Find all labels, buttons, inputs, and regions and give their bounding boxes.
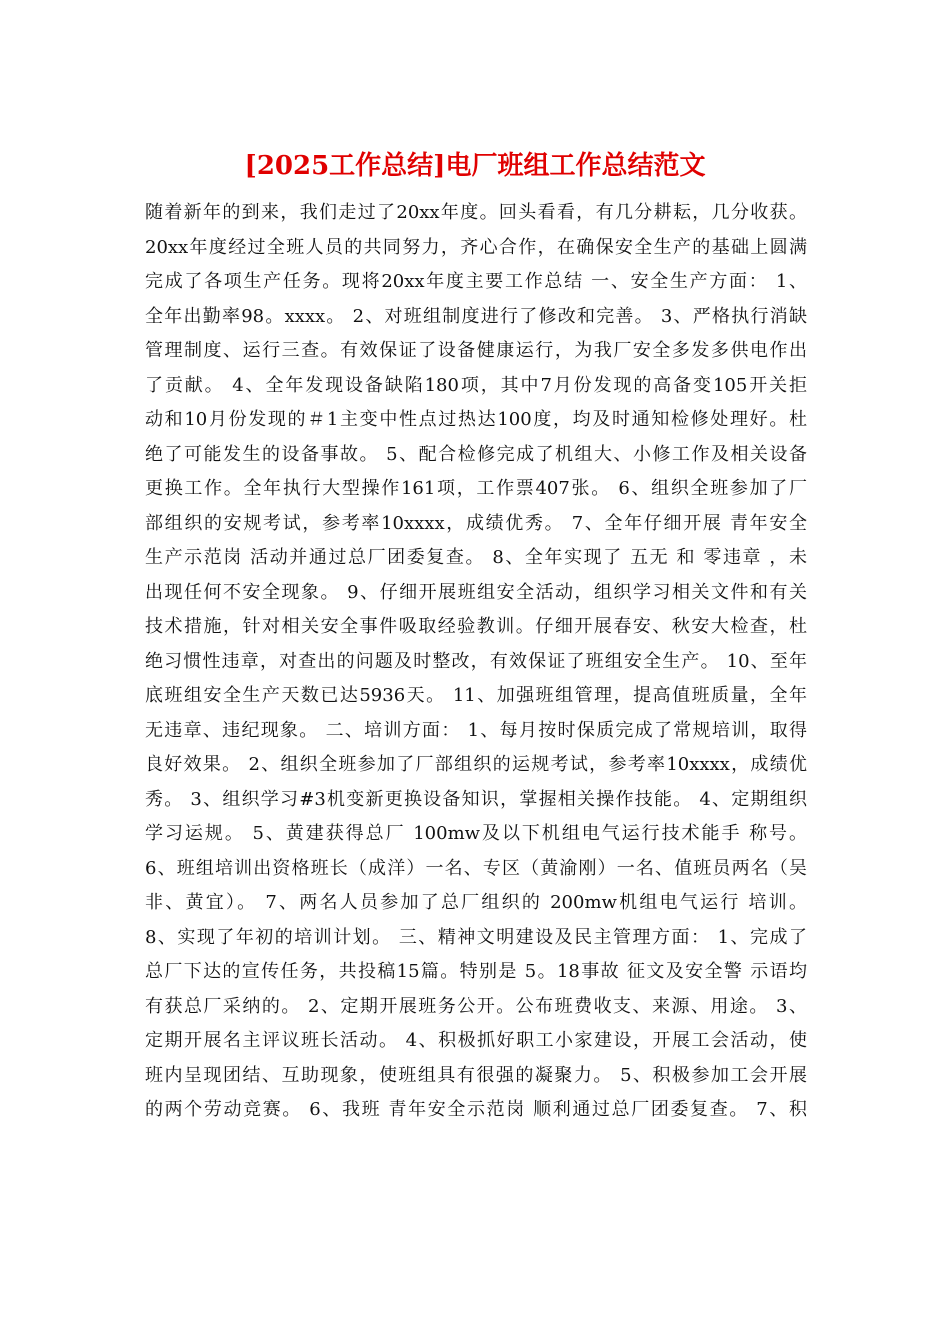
body-line: 非、黄宜）。 7、两名人员参加了总厂组织的 200mw机组电气运行 培训。: [145, 892, 807, 913]
body-line: 管理制度、运行三查。有效保证了设备健康运行，为我厂安全多发多供电作出: [145, 340, 807, 361]
document-body: [145, 196, 807, 1128]
document-title: [2025工作总结]电厂班组工作总结范文: [244, 151, 706, 181]
body-line: 随着新年的到来，我们走过了20xx年度。回头看看，有几分耕耘，几分收获。: [145, 202, 807, 223]
body-line: 班内呈现团结、互助现象，使班组具有很强的凝聚力。 5、积极参加工会开展: [145, 1064, 807, 1086]
body-line: 底班组安全生产天数已达5936天。 11、加强班组管理，提高值班质量，全年: [145, 685, 807, 706]
body-line: 部组织的安规考试，参考率10xxxx，成绩优秀。 7、全年仔细开展 青年安全: [145, 512, 807, 534]
body-line: 定期开展名主评议班长活动。 4、积极抓好职工小家建设，开展工会活动，使: [145, 1030, 807, 1051]
body-line: 全年出勤率98。xxxx。 2、对班组制度进行了修改和完善。 3、严格执行消缺: [145, 305, 807, 327]
body-line: 总厂下达的宣传任务，共投稿15篇。特别是 5。18事故 征文及安全警 示语均: [145, 961, 807, 982]
body-line: 技术措施，针对相关安全事件吸取经验教训。仔细开展春安、秋安大检查，杜: [145, 616, 807, 637]
body-line: 绝了可能发生的设备事故。 5、配合检修完成了机组大、小修工作及相关设备: [145, 443, 807, 465]
body-line: 绝习惯性违章，对查出的问题及时整改，有效保证了班组安全生产。 10、至年: [145, 650, 807, 672]
body-line: 出现任何不安全现象。 9、仔细开展班组安全活动，组织学习相关文件和有关: [145, 581, 807, 603]
body-line: 动和10月份发现的＃1主变中性点过热达100度，均及时通知检修处理好。杜: [145, 409, 807, 430]
body-line: 的两个劳动竞赛。 6、我班 青年安全示范岗 顺利通过总厂团委复查。 7、积: [145, 1099, 807, 1120]
body-line: 良好效果。 2、组织全班参加了厂部组织的运规考试，参考率10xxxx，成绩优: [145, 754, 807, 775]
body-line: 更换工作。全年执行大型操作161项，工作票407张。 6、组织全班参加了厂: [145, 478, 807, 499]
body-line: 20xx年度经过全班人员的共同努力，齐心合作，在确保安全生产的基础上圆满: [145, 236, 807, 258]
body-line: 无违章、违纪现象。 二、培训方面： 1、每月按时保质完成了常规培训，取得: [145, 719, 807, 741]
body-line: 秀。 3、组织学习#3机变新更换设备知识，掌握相关操作技能。 4、定期组织: [145, 788, 807, 810]
body-line: 完成了各项生产任务。现将20xx年度主要工作总结 一、安全生产方面： 1、: [145, 271, 807, 292]
body-line: 了贡献。 4、全年发现设备缺陷180项，其中7月份发现的高备变105开关拒: [145, 374, 807, 396]
body-line: 生产示范岗 活动并通过总厂团委复查。 8、全年实现了 五无 和 零违章 ，未: [145, 547, 807, 568]
body-line: 8、实现了年初的培训计划。 三、精神文明建设及民主管理方面： 1、完成了: [145, 926, 807, 948]
body-line: 有获总厂采纳的。 2、定期开展班务公开。公布班费收支、来源、用途。 3、: [145, 995, 807, 1017]
body-line: 学习运规。 5、黄建获得总厂 100mw及以下机组电气运行技术能手 称号。: [145, 823, 807, 844]
body-line: 6、班组培训出资格班长（成洋）一名、专区（黄渝刚）一名、值班员两名（吴: [145, 857, 807, 879]
